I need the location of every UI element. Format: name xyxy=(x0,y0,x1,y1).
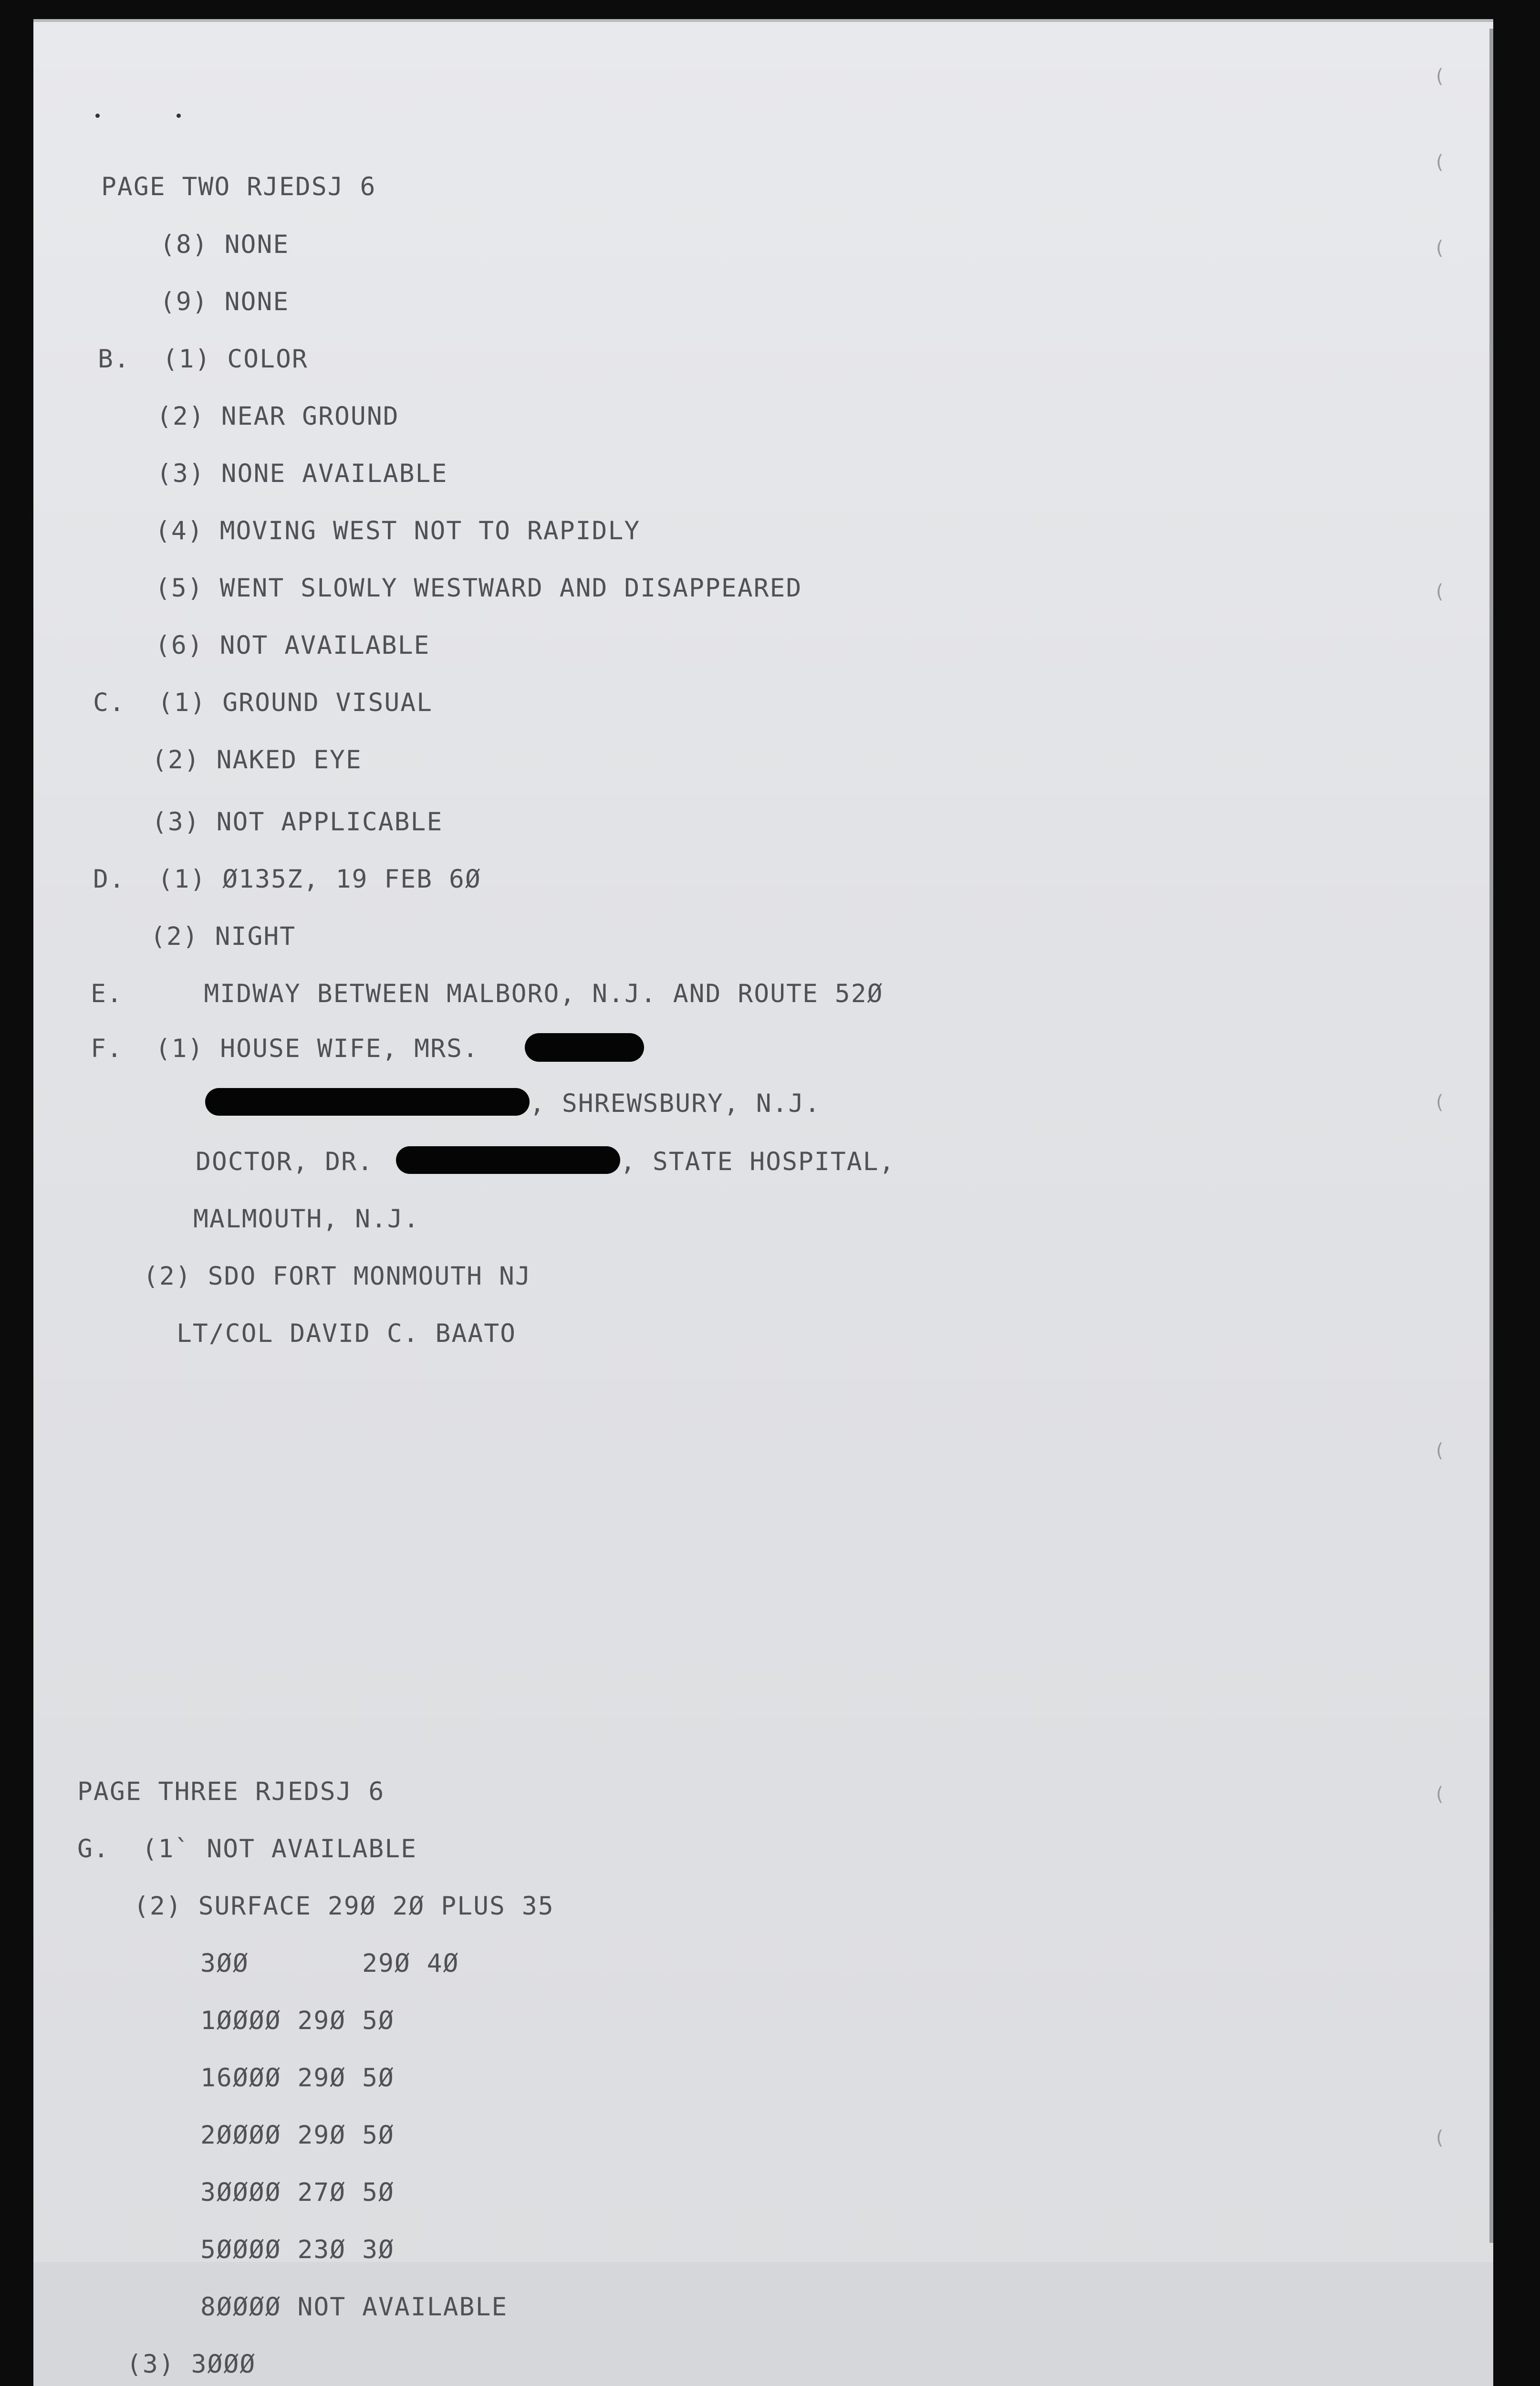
item-b2: (2) NEAR GROUND xyxy=(156,402,399,431)
wind-row: 5ØØØØ 23Ø 3Ø xyxy=(200,2235,395,2264)
item-f1-city: MALMOUTH, N.J. xyxy=(193,1204,420,1234)
item-f1-hospital: , STATE HOSPITAL, xyxy=(620,1147,895,1176)
page-three-header: PAGE THREE RJEDSJ 6 xyxy=(77,1777,385,1806)
wind-row: 16ØØØ 29Ø 5Ø xyxy=(200,2063,395,2093)
item-g3: (3) 3ØØØ xyxy=(126,2350,256,2379)
redaction-mark xyxy=(205,1088,530,1116)
item-d2: (2) NIGHT xyxy=(150,922,296,951)
item-c2: (2) NAKED EYE xyxy=(152,745,362,774)
ink-speck xyxy=(95,114,100,118)
item-f1-doctor: DOCTOR, DR. xyxy=(196,1147,374,1176)
item-g2: (2) SURFACE 29Ø 2Ø PLUS 35 xyxy=(134,1892,554,1921)
item-a9: (9) NONE xyxy=(160,287,290,316)
margin-mark: ( xyxy=(1434,237,1446,259)
item-a8: (8) NONE xyxy=(160,230,290,259)
margin-mark: ( xyxy=(1434,1440,1446,1462)
item-b1: B. (1) COLOR xyxy=(98,345,308,374)
item-f1: F. (1) HOUSE WIFE, MRS. xyxy=(91,1034,479,1063)
item-f2-officer: LT/COL DAVID C. BAATO xyxy=(177,1319,517,1348)
page-two-header: PAGE TWO RJEDSJ 6 xyxy=(101,172,376,201)
item-b3: (3) NONE AVAILABLE xyxy=(156,459,448,488)
item-f2: (2) SDO FORT MONMOUTH NJ xyxy=(143,1262,531,1291)
item-e: E. MIDWAY BETWEEN MALBORO, N.J. AND ROUTE 52Ø xyxy=(91,979,884,1008)
item-b5: (5) WENT SLOWLY WESTWARD AND DISAPPEARED xyxy=(155,574,802,603)
item-b4: (4) MOVING WEST NOT TO RAPIDLY xyxy=(155,516,641,545)
page-right-edge xyxy=(1489,29,1493,2243)
item-c3: (3) NOT APPLICABLE xyxy=(152,807,443,837)
margin-mark: ( xyxy=(1434,65,1446,87)
margin-mark: ( xyxy=(1434,151,1446,173)
wind-row: 1ØØØØ 29Ø 5Ø xyxy=(200,2006,395,2035)
ink-speck xyxy=(177,114,181,118)
redaction-mark xyxy=(525,1033,644,1062)
wind-row: 3ØØ 29Ø 4Ø xyxy=(200,1949,459,1978)
item-b6: (6) NOT AVAILABLE xyxy=(155,631,430,660)
item-d1: D. (1) Ø135Z, 19 FEB 6Ø xyxy=(93,865,481,894)
item-g1: G. (1` NOT AVAILABLE xyxy=(77,1834,417,1863)
margin-mark: ( xyxy=(1434,581,1446,603)
redaction-mark xyxy=(396,1146,620,1174)
margin-mark: ( xyxy=(1434,1091,1446,1113)
margin-mark: ( xyxy=(1434,2127,1446,2149)
item-c1: C. (1) GROUND VISUAL xyxy=(93,688,433,717)
wind-row: 3ØØØØ 27Ø 5Ø xyxy=(200,2178,395,2207)
wind-row: 8ØØØØ NOT AVAILABLE xyxy=(200,2292,508,2322)
item-f1-address: , SHREWSBURY, N.J. xyxy=(530,1089,821,1118)
wind-row: 2ØØØØ 29Ø 5Ø xyxy=(200,2121,395,2150)
margin-mark: ( xyxy=(1434,1783,1446,1805)
